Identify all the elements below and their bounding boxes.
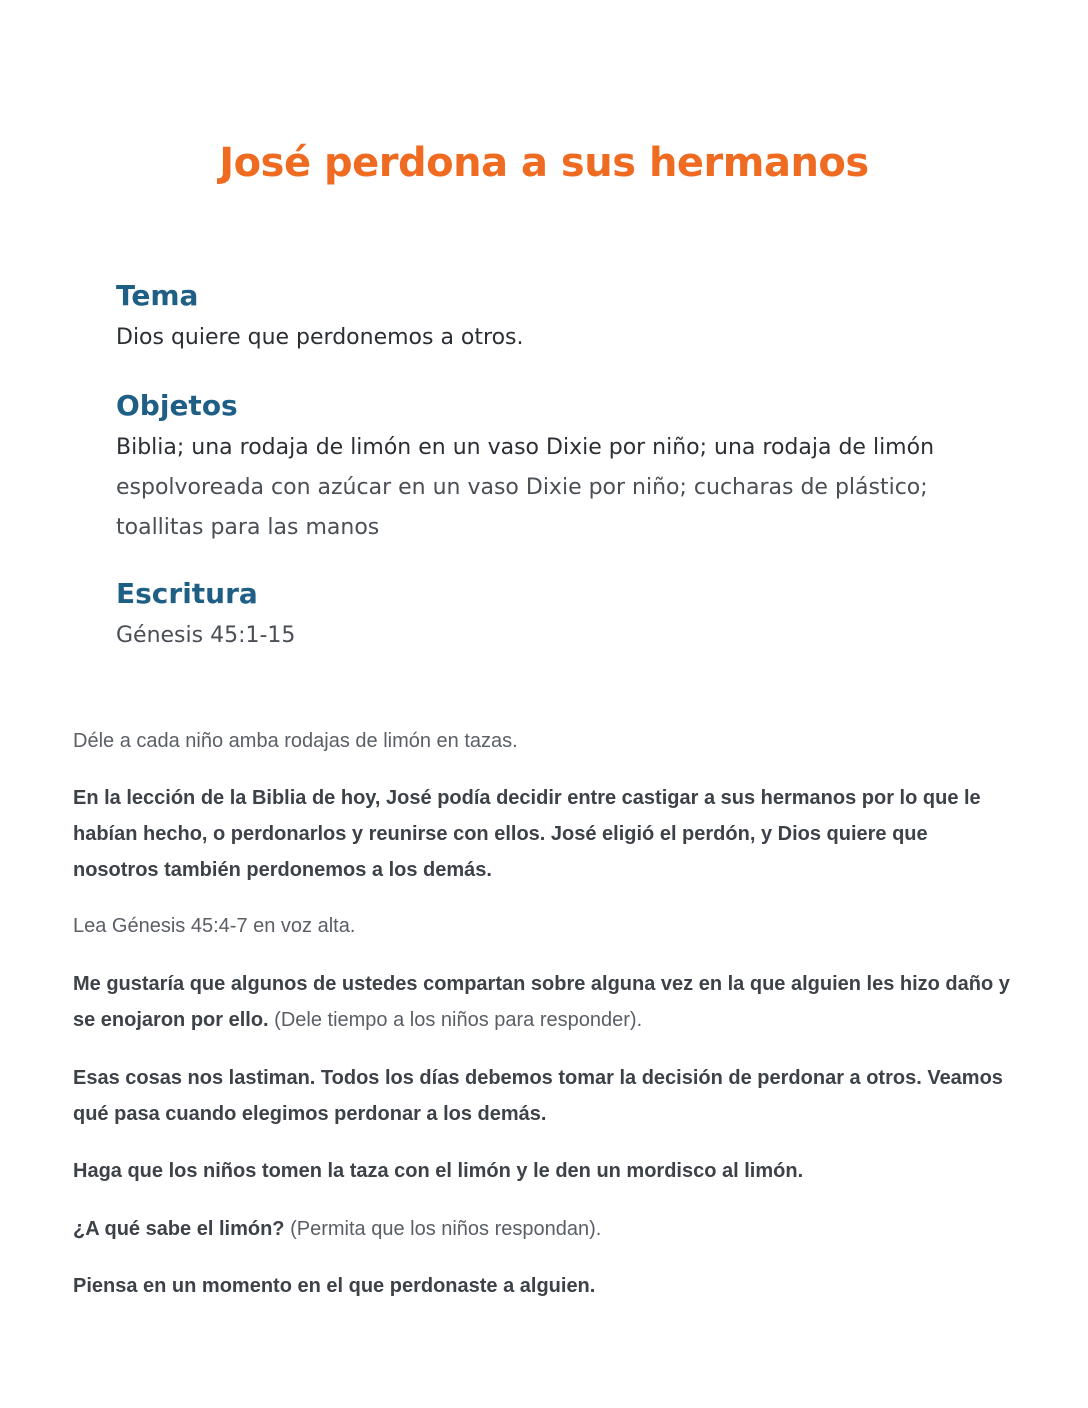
paragraph-lemon-bite: Haga que los niños tomen la taza con el limón y le den un mordisco al limón. bbox=[73, 1160, 804, 1182]
section-objetos bbox=[116, 388, 996, 548]
section-heading-escritura: Escritura bbox=[116, 577, 258, 610]
paragraph-instruction-2: Lea Génesis 45:4-7 en voz alta. bbox=[73, 915, 356, 937]
page-title: José perdona a sus hermanos bbox=[219, 140, 869, 186]
objetos-line-1: Biblia; una rodaja de limón en un vaso Dixie por niño; una rodaja de limón bbox=[116, 435, 935, 460]
objetos-line-rest: espolvoreada con azúcar en un vaso Dixie por niño; cucharas de plástico; toallitas para las manos bbox=[116, 475, 928, 540]
section-heading-tema: Tema bbox=[116, 279, 199, 312]
lemon-taste-question: ¿A qué sabe el limón? bbox=[73, 1218, 285, 1240]
paragraph-lesson-intro: En la lección de la Biblia de hoy, José podía decidir entre castigar a sus hermanos por lo que le habían hecho, o perdonarlos y reunirse con ellos. José eligió el perdón, y Dios quiere que nosotros también perdonemos a los demás. bbox=[73, 787, 981, 881]
share-question-bold: Me gustaría que algunos de ustedes compartan sobre alguna vez en la que alguien les hizo daño y se enojaron por ello. bbox=[73, 973, 1010, 1031]
section-escritura bbox=[116, 576, 996, 656]
section-text-tema: Dios quiere que perdonemos a otros. bbox=[116, 325, 524, 350]
section-heading-objetos: Objetos bbox=[116, 389, 238, 422]
section-text-escritura: Génesis 45:1-15 bbox=[116, 623, 296, 648]
paragraph-think-forgive: Piensa en un momento en el que perdonaste a alguien. bbox=[73, 1275, 596, 1297]
lemon-taste-note: (Permita que los niños respondan). bbox=[284, 1218, 602, 1240]
paragraph-lemon-taste bbox=[73, 1211, 1013, 1247]
share-question-note: (Dele tiempo a los niños para responder). bbox=[268, 1009, 643, 1031]
paragraph-share-question bbox=[73, 966, 1013, 1038]
paragraph-instruction-1: Déle a cada niño amba rodajas de limón en tazas. bbox=[73, 730, 518, 752]
section-text-objetos bbox=[116, 428, 996, 548]
section-tema bbox=[116, 278, 996, 358]
paragraph-forgive-decision: Esas cosas nos lastiman. Todos los días debemos tomar la decisión de perdonar a otros. Veamos qué pasa cuando elegimos perdonar a los demás. bbox=[73, 1067, 1003, 1125]
